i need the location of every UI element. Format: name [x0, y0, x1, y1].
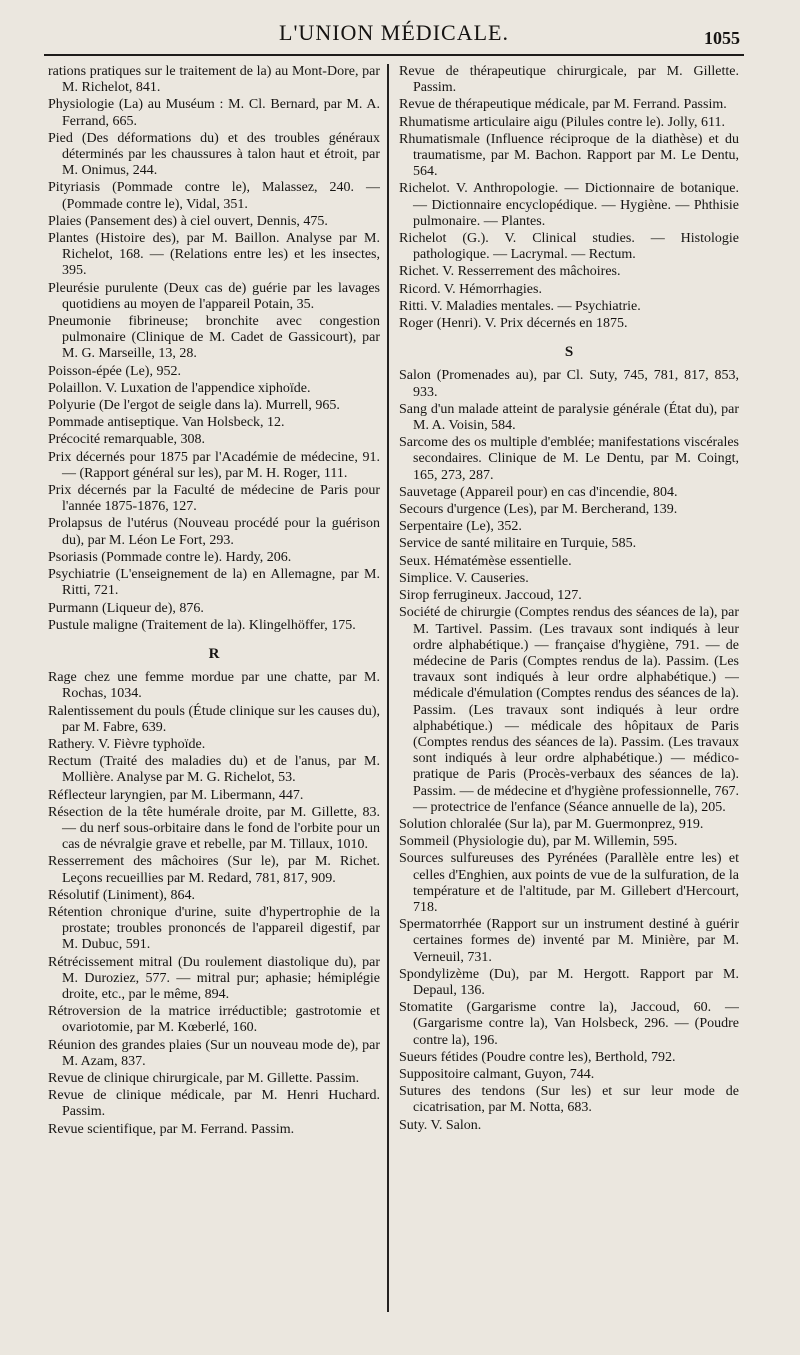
- index-entry: Polyurie (De l'ergot de seigle dans la). Murrell, 965.: [48, 398, 340, 414]
- index-entry: Pleurésie purulente (Deux cas de) guérie par les lavages quotidiens au moyen de l'appareil Potain, 35.: [48, 280, 380, 312]
- index-entry: Service de santé militaire en Turquie, 585.: [399, 536, 637, 552]
- index-entry: Roger (Henri). V. Prix décernés en 1875.: [399, 316, 628, 332]
- section-s-entries: [399, 368, 739, 1133]
- index-entry: Revue de clinique médicale, par M. Henri Huchard. Passim.: [48, 1088, 380, 1120]
- index-entry: Prolapsus de l'utérus (Nouveau procédé pour la guérison du), par M. Léon Le Fort, 293.: [48, 516, 380, 548]
- journal-title: L'UNION MÉDICALE.: [279, 20, 509, 45]
- index-entry: Rhumatismale (Influence réciproque de la diathèse) et du traumatisme, par M. Bachon. Rapport par M. Le Dentu, 564.: [399, 131, 739, 180]
- index-entry: Sirop ferrugineux. Jaccoud, 127.: [399, 588, 582, 604]
- index-entry: Ritti. V. Maladies mentales. — Psychiatrie.: [399, 298, 641, 314]
- index-entry: Spondylizème (Du), par M. Hergott. Rapport par M. Depaul, 136.: [399, 966, 739, 998]
- index-entry: Richet. V. Resserrement des mâchoires.: [399, 264, 621, 280]
- index-entry: Physiologie (La) au Muséum : M. Cl. Bernard, par M. A. Ferrand, 665.: [48, 97, 380, 129]
- section-letter-r: R: [208, 645, 220, 662]
- index-entry: Revue scientifique, par M. Ferrand. Passim.: [48, 1121, 295, 1137]
- index-entry: Salon (Promenades au), par Cl. Suty, 745, 781, 817, 853, 933.: [399, 368, 739, 400]
- index-entry: Pneumonie fibrineuse; bronchite avec congestion pulmonaire (Clinique de M. Cadet de Gassicourt), par M. G. Marseille, 13, 28.: [48, 314, 380, 362]
- page-header: [44, 20, 744, 56]
- page-number: 1055: [704, 28, 740, 48]
- section-r-entries: [48, 670, 380, 1138]
- index-entry: Serpentaire (Le), 352.: [399, 519, 522, 535]
- index-entry: Stomatite (Gargarisme contre la), Jaccoud, 60. — (Gargarisme contre la), Van Holsbeck, 296. — (Poudre contre la), 196.: [399, 1000, 739, 1048]
- index-entry: Revue de thérapeutique médicale, par M. Ferrand. Passim.: [399, 97, 727, 113]
- index-entry: Pityriasis (Pommade contre le), Malassez, 240. — (Pommade contre le), Vidal, 351.: [48, 180, 380, 212]
- column-divider: [387, 64, 389, 1312]
- index-entry: Société de chirurgie (Comptes rendus des séances de la), par M. Tartivel. Passim. (Les travaux sont indiqués à leur ordre alphabétique.) — française d'hygiène, 791. — de médecine de Paris (Comptes rendus de la). Passim. (Les travaux sont indiqués à leur ordre alphabétique.) — médicale d'émulation (Comptes rendus des séances de la). Passim. (Les travaux sont indiqués à leur ordre alphabétique.) — médicale des hôpitaux de Paris (Comptes rendus des séances de la). Passim. (Les travaux sont indiqués à leur ordre alphabétique.) — médico-pratique de Paris (Procès-verbaux des séances de la). Passim. — de médecine et d'hygiène professionnelle, 767. — protectrice de l'enfance (Séance annuelle de la), 205.: [399, 605, 739, 815]
- index-entry: rations pratiques sur le traitement de la) au Mont-Dore, par M. Richelot, 841.: [48, 64, 380, 96]
- right-column: [399, 64, 739, 1314]
- index-entry: Résolutif (Liniment), 864.: [48, 887, 195, 903]
- index-entry: Ralentissement du pouls (Étude clinique sur les causes du), par M. Fabre, 639.: [48, 703, 380, 735]
- index-entry: Sauvetage (Appareil pour) en cas d'incendie, 804.: [399, 484, 678, 500]
- index-entry: Revue de thérapeutique chirurgicale, par M. Gillette. Passim.: [399, 64, 739, 96]
- index-entry: Richelot. V. Anthropologie. — Dictionnaire de botanique. — Dictionnaire encyclopédique. — Hygiène. — Phthisie pulmonaire. — Plantes.: [399, 181, 739, 229]
- index-entry: Simplice. V. Causeries.: [399, 570, 529, 586]
- index-entry: Réunion des grandes plaies (Sur un nouveau mode de), par M. Azam, 837.: [48, 1037, 380, 1069]
- index-entry: Richelot (G.). V. Clinical studies. — Histologie pathologique. — Lacrymal. — Rectum.: [399, 231, 739, 263]
- index-entry: Poisson-épée (Le), 952.: [48, 363, 181, 379]
- index-entry: Prix décernés pour 1875 par l'Académie de médecine, 91. — (Rapport général sur les), par M. H. Roger, 111.: [48, 449, 380, 481]
- index-entry: Psoriasis (Pommade contre le). Hardy, 206.: [48, 549, 292, 565]
- index-entry: Sarcome des os multiple d'emblée; manifestations viscérales secondaires. Clinique de M. Le Dentu, par M. Coingt, 165, 273, 287.: [399, 435, 739, 483]
- index-entry: Pied (Des déformations du) et des troubles généraux déterminés par les chaussures à talon haut et étroit, par M. Onimus, 244.: [48, 130, 380, 179]
- index-entry: Résection de la tête humérale droite, par M. Gillette, 83. — du nerf sous-orbitaire dans le fond de l'orbite pour un cas de névralgie grave et rebelle, par M. Tillaux, 1010.: [48, 804, 380, 853]
- index-entry: Psychiatrie (L'enseignement de la) en Allemagne, par M. Ritti, 721.: [48, 567, 380, 599]
- index-entry: Seux. Hématémèse essentielle.: [399, 553, 572, 569]
- left-column: [48, 64, 380, 1314]
- index-entry: Secours d'urgence (Les), par M. Bercherand, 139.: [399, 502, 678, 518]
- index-entry: Sommeil (Physiologie du), par M. Willemin, 595.: [399, 834, 678, 850]
- index-entry: Rage chez une femme mordue par une chatte, par M. Rochas, 1034.: [48, 670, 380, 702]
- index-entry: Sutures des tendons (Sur les) et sur leur mode de cicatrisation, par M. Notta, 683.: [399, 1084, 739, 1116]
- index-entry: Rathery. V. Fièvre typhoïde.: [48, 736, 206, 752]
- index-entry: Rhumatisme articulaire aigu (Pilules contre le). Jolly, 611.: [399, 114, 725, 130]
- index-entry: Pommade antiseptique. Van Holsbeck, 12.: [48, 415, 285, 431]
- index-entry: Ricord. V. Hémorrhagies.: [399, 281, 542, 297]
- index-entry: Précocité remarquable, 308.: [48, 432, 206, 448]
- section-letter-s: S: [564, 344, 574, 361]
- index-entry: Sang d'un malade atteint de paralysie générale (État du), par M. A. Voisin, 584.: [399, 401, 739, 434]
- index-entry: Rétention chronique d'urine, suite d'hypertrophie de la prostate; troubles prononcés de l'appareil digestif, par M. Dubuc, 591.: [48, 904, 380, 953]
- index-entry: Prix décernés par la Faculté de médecine de Paris pour l'année 1875-1876, 127.: [48, 483, 380, 515]
- index-entry: Suty. V. Salon.: [399, 1117, 482, 1133]
- index-entry: Spermatorrhée (Rapport sur un instrument destiné à guérir certaines formes de) inventé par M. Minière, par M. Verneuil, 731.: [399, 917, 739, 965]
- index-entry: Plantes (Histoire des), par M. Baillon. Analyse par M. Richelot, 168. — (Relations entre les) et les insectes, 395.: [48, 231, 380, 279]
- index-entry: Purmann (Liqueur de), 876.: [48, 600, 204, 616]
- index-entry: Polaillon. V. Luxation de l'appendice xiphoïde.: [48, 380, 311, 396]
- index-entry: Solution chloralée (Sur la), par M. Guermonprez, 919.: [399, 816, 704, 832]
- index-entry: Rétroversion de la matrice irréductible; gastrotomie et ovariotomie, par M. Kœberlé, 160.: [48, 1004, 380, 1036]
- index-entry: Sueurs fétides (Poudre contre les), Berthold, 792.: [399, 1049, 676, 1065]
- index-entry: Réflecteur laryngien, par M. Libermann, 447.: [48, 787, 304, 803]
- index-entry: Sources sulfureuses des Pyrénées (Parallèle entre les) et celles d'Enghien, aux points de vue de la sulfuration, de la température et de l'altitude, par M. Gillebert d'Hercourt, 718.: [399, 851, 739, 915]
- index-entry: Suppositoire calmant, Guyon, 744.: [399, 1066, 595, 1082]
- section-r-continued-entries: [399, 64, 739, 332]
- index-entry: Resserrement des mâchoires (Sur le), par M. Richet. Leçons recueillies par M. Redard, 781, 817, 909.: [48, 854, 380, 886]
- index-entry: Rectum (Traité des maladies du) et de l'anus, par M. Mollière. Analyse par M. G. Richelot, 53.: [48, 754, 380, 786]
- index-entry: Plaies (Pansement des) à ciel ouvert, Dennis, 475.: [48, 213, 328, 229]
- index-entry: Pustule maligne (Traitement de la). Klingelhöffer, 175.: [48, 617, 356, 633]
- index-entry: Revue de clinique chirurgicale, par M. Gillette. Passim.: [48, 1070, 360, 1086]
- section-p-entries: [48, 64, 380, 634]
- index-entry: Rétrécissement mitral (Du roulement diastolique du), par M. Duroziez, 577. — mitral pur; aphasie; hémiplégie droite, etc., par le même, 894.: [48, 954, 380, 1002]
